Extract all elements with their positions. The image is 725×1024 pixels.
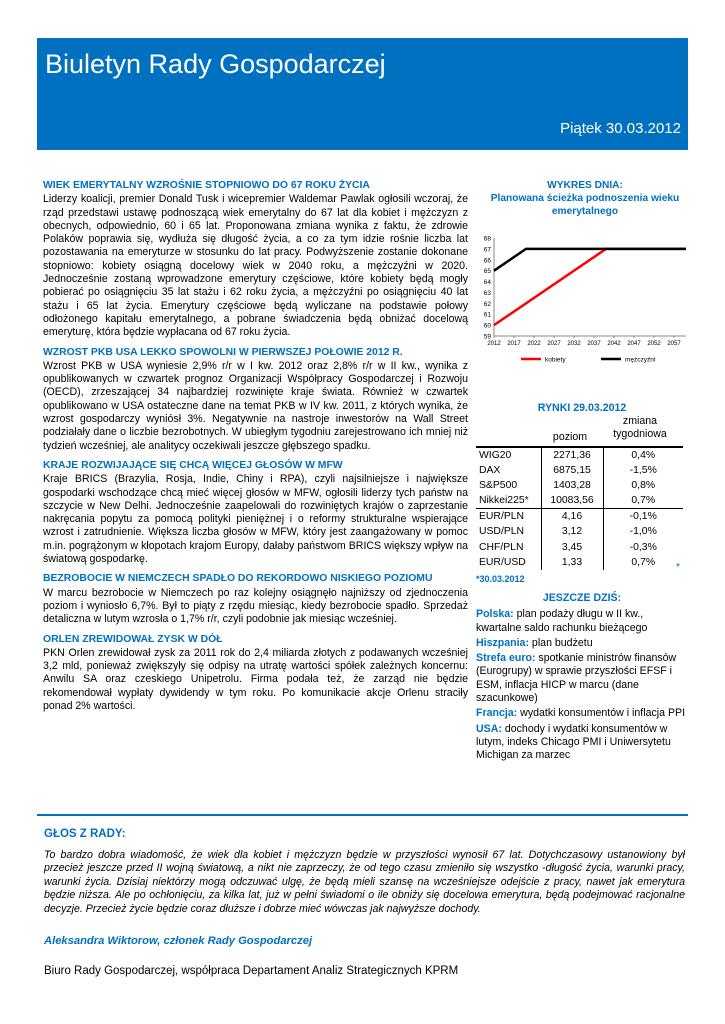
today-item-label: Strefa euro: — [476, 652, 536, 665]
today-item — [476, 608, 688, 635]
today-item — [476, 652, 688, 705]
markets-cell-level: 4,16 — [541, 509, 603, 524]
markets-cell-level: 1403,28 — [541, 478, 603, 493]
markets-cell-level: 1,33 — [541, 555, 603, 570]
voice-text: To bardzo dobra wiadomość, że wiek dla kobiet i mężczyzn będzie w przyszłości wynosił 67 lat. Dotychczasowy ustanowiony był przecież jeszcze przed II wojną światową, a nikt nie zaprzeczy, że od tego czasu zmieniło się wszystko -długość życia, warunki pracy, warunki życia. Dzisiaj niektórzy mogą odczuwać ulgę, że będą mieli szansę na wcześniejsze odejście z pracy, nawet jak emerytura będzie niższa. Ale po ochłonięciu, za kilka lat, już w pełni świadomi o ile obniży się docelowa emerytura, będą podejmować racjonalne decyzje. Przecież życie będzie coraz dłuższe i dobrze mieć wówczas jak najwyższe dochody. — [44, 849, 685, 915]
y-tick-label: 61 — [483, 311, 491, 319]
header-banner — [37, 38, 688, 150]
retirement-age-chart — [476, 230, 694, 400]
today-item-text: plan podaży długu w II kw., kwartalne saldo rachunku bieżącego — [476, 608, 648, 634]
legend-label: kobiety — [545, 356, 566, 364]
markets-cell-level: 6875,15 — [541, 462, 603, 477]
y-tick-label: 59 — [483, 333, 491, 341]
markets-cell-change: 0,8% — [631, 479, 656, 491]
article-title: WIEK EMERYTALNY WZROŚNIE STOPNIOWO DO 67 ROKU ŻYCIA — [43, 180, 370, 191]
markets-row — [476, 493, 683, 508]
chart-label: WYKRES DNIA: — [547, 180, 623, 191]
footer: Biuro Rady Gospodarczej, współpraca Departament Analiz Strategicznych KPRM — [44, 965, 459, 977]
markets-cell-change: -1,0% — [629, 526, 657, 538]
y-tick-label: 63 — [483, 289, 491, 297]
x-tick-label: 2012 — [487, 341, 501, 347]
divider — [37, 814, 688, 816]
markets-col-level: poziom — [552, 431, 588, 443]
markets-cell-name: S&P500 — [479, 479, 518, 491]
chart-section — [476, 179, 694, 404]
today-item — [476, 637, 688, 650]
markets-row — [476, 555, 683, 570]
y-tick-label: 66 — [483, 257, 491, 265]
article-body: Liderzy koalicji, premier Donald Tusk i wicepremier Waldemar Pawlak ogłosili wczoraj, że rząd przedstawi ustawę podnoszącą wiek emerytalny do 67 lat dla kobiet i mężczyzn z obecnych, odpowiednio, 60 i 65 lat. Proponowana zmiana wynika z faktu, że zdrowie Polaków poprawia się, wydłuża się długość życia, a co za tym idzie rośnie liczba lat pozostawania na emeryturze w stosunku do lat pracy. Podwyższenie zostanie dokonane stopniowo: kobiety osiągną docelowy wiek w 2040 roku, a mężczyźni w 2020. Jednocześnie zostaną wprowadzone emerytury częściowe, które kobiety będą mogły pobierać po osiągnięciu 35 lat stażu i 62 roku życia, a mężczyźni po osiągnięciu 40 lat stażu i 65 lat życia. Emerytury częściowe będą wyliczane na podstawie połowy odłożonego kapitału emerytalnego, a pobrane świadczenia będą obniżać docelową emeryturę, która będzie wypłacana od 67 roku życia. — [43, 193, 468, 339]
x-tick-label: 2042 — [607, 341, 621, 347]
markets-cell-level: 2271,36 — [541, 447, 603, 462]
today-item — [476, 707, 688, 720]
today-item-label: Hiszpania: — [476, 636, 529, 649]
markets-cell-name: USD/PLN — [479, 526, 525, 538]
today-item-text: wydatki konsumentów i inflacja PPI — [517, 707, 686, 720]
markets-row — [476, 462, 683, 477]
legend-label: mężczyźni — [625, 356, 656, 364]
article-title: WZROST PKB USA LEKKO SPOWOLNI W PIERWSZEJ POŁOWIE 2012 R. — [43, 346, 403, 358]
markets-cell-name: CHF/PLN — [479, 541, 524, 553]
markets-cell-level: 3,12 — [541, 524, 603, 539]
article-body: Kraje BRICS (Brazylia, Rosja, Indie, Chiny i RPA), czyli najsilniejsze i największe gospodarki wschodzące chcą mieć więcej głosów w MFW, ogłosili liderzy tych państw na szczycie w New Delhi. Jednocześnie zaapelowali do rozwiniętych krajów o zaprzestanie nakręcania popytu za pomocą polityki pieniężnej i o reformy strukturalne wspierające wzrost i zatrudnienie. Większa liczba głosów w MFW, który jest zaangażowany w pomoc m.in. pogrążonym w kłopotach krajom Europy, dałaby państwom BRICS większy wpływ na światową gospodarkę. — [43, 473, 468, 566]
x-tick-label: 2047 — [627, 341, 641, 347]
today-item-text: plan budżetu — [528, 636, 593, 649]
markets-row — [476, 524, 683, 539]
x-tick-label: 2057 — [667, 341, 681, 347]
article-title: ORLEN ZREWIDOWAŁ ZYSK W DÓŁ — [43, 633, 223, 645]
y-tick-label: 65 — [483, 268, 491, 276]
voice-author: Aleksandra Wiktorow, członek Rady Gospodarczej — [44, 935, 313, 947]
today-title: JESZCZE DZIŚ: — [542, 592, 622, 604]
y-tick-label: 64 — [483, 279, 491, 287]
markets-row — [476, 447, 683, 462]
x-tick-label: 2037 — [587, 341, 601, 347]
y-tick-label: 68 — [483, 235, 491, 243]
article-title: KRAJE ROZWIJAJĄCE SIĘ CHCĄ WIĘCEJ GŁOSÓW W MFW — [43, 459, 343, 471]
chart-title: Planowana ścieżka podnoszenia wieku emerytalnego — [490, 193, 680, 217]
x-tick-label: 2032 — [567, 341, 581, 347]
articles-column — [43, 179, 468, 719]
markets-cell-name: WIG20 — [476, 447, 541, 462]
y-tick-label: 60 — [483, 322, 491, 330]
today-item-text: dochody i wydatki konsumentów w lutym, indeks Chicago PMI i Uniwersytetu Michigan za marzec — [476, 722, 671, 762]
markets-cell-name: EUR/USD — [479, 556, 526, 568]
x-tick-label: 2022 — [527, 341, 541, 347]
markets-cell-change: 0,7% — [631, 556, 656, 568]
markets-col-change: zmiana tygodniowa — [613, 415, 667, 440]
today-item-label: USA: — [476, 722, 502, 735]
today-item-text: spotkanie ministrów finansów (Eurogrupy) w sprawie przyszłości EFSF i ESM, inflacja HICP w marcu (dane szacunkowe) — [476, 652, 677, 705]
markets-cell-name: Nikkei225* — [479, 495, 529, 507]
article-body: Wzrost PKB w USA wyniesie 2,9% r/r w I kw. 2012 oraz 2,8% r/r w II kw., wynika z opublikowanych w czwartek prognoz Organizacji Współpracy Gospodarczej i Rozwoju (OECD), zrzeszającej 34 najbardziej rozwinięte kraje świata. Również w czwartek opublikowano w USA ostateczne dane na temat PKB w IV kw. 2011, z których wynika, że wzrost gospodarczy wyniósł 3%. Negatywnie na nastroje inwestorów na Wall Street podziałały dane o liczbie bezrobotnych. W ubiegłym tygodniu zarejestrowano ich mniej niż tydzień wcześniej, ale analitycy oczekiwali jeszcze głębszego spadku. — [43, 359, 468, 452]
markets-cell-change: 0,4% — [603, 447, 683, 462]
markets-cell-change: 0,7% — [631, 495, 656, 507]
markets-cell-change: -0,1% — [629, 511, 657, 522]
markets-cell-change: -1,5% — [629, 464, 657, 476]
markets-title: RYNKI 29.03.2012 — [537, 402, 627, 414]
markets-cell-name: DAX — [479, 464, 501, 476]
x-tick-label: 2052 — [647, 341, 661, 347]
markets-row — [476, 539, 683, 554]
markets-cell-level: 10083,56 — [541, 493, 603, 508]
markets-cell-name: EUR/PLN — [479, 511, 525, 522]
x-tick-label: 2027 — [547, 341, 561, 347]
markets-cell-level: 3,45 — [541, 539, 603, 554]
article-body: PKN Orlen zrewidował zysk za 2011 rok do 2,4 miliarda złotych z podawanych wcześniej 3,2 mld, ponieważ zwiększyły się odpisy na utratę wartości spółek zależnych koncernu: Anwilu SA oraz czeskiego Unipetrolu. Firma podała też, że zarząd nie będzie rekomendował wypłaty dywidendy w tym roku. Po komunikacie akcje Orlenu straciły ponad 2% wartości. — [43, 646, 468, 712]
y-tick-label: 62 — [483, 300, 491, 308]
y-tick-label: 67 — [483, 246, 491, 254]
voice-title: GŁOS Z RADY: — [44, 828, 126, 840]
today-item — [476, 723, 688, 763]
markets-note: *30.03.2012 — [476, 574, 525, 584]
article-body: W marcu bezrobocie w Niemczech po raz kolejny osiągnęło najniższy od zjednoczenia poziom i wyniosło 6,7%. Był to piąty z rzędu miesiąc, kiedy bezrobocie spadło. Sprzedaż detaliczna w lutym wzrosła o 1,7% r/r, czyli podobnie jak miesiąc wcześniej. — [43, 586, 468, 626]
markets-row — [476, 509, 683, 524]
bulletin-title: Biuletyn Rady Gospodarczej — [45, 49, 386, 79]
markets-star: * — [676, 562, 680, 573]
markets-row — [476, 478, 683, 493]
bulletin-date: Piątek 30.03.2012 — [560, 120, 681, 137]
today-section — [476, 592, 688, 765]
today-item-label: Francja: — [476, 707, 518, 720]
x-tick-label: 2017 — [507, 341, 521, 347]
series-line-women — [494, 249, 686, 325]
markets-table — [476, 446, 683, 570]
markets-cell-change: -0,3% — [629, 541, 657, 553]
today-item-label: Polska: — [476, 608, 514, 621]
article-title: BEZROBOCIE W NIEMCZECH SPADŁO DO REKORDOWO NISKIEGO POZIOMU — [43, 573, 433, 585]
